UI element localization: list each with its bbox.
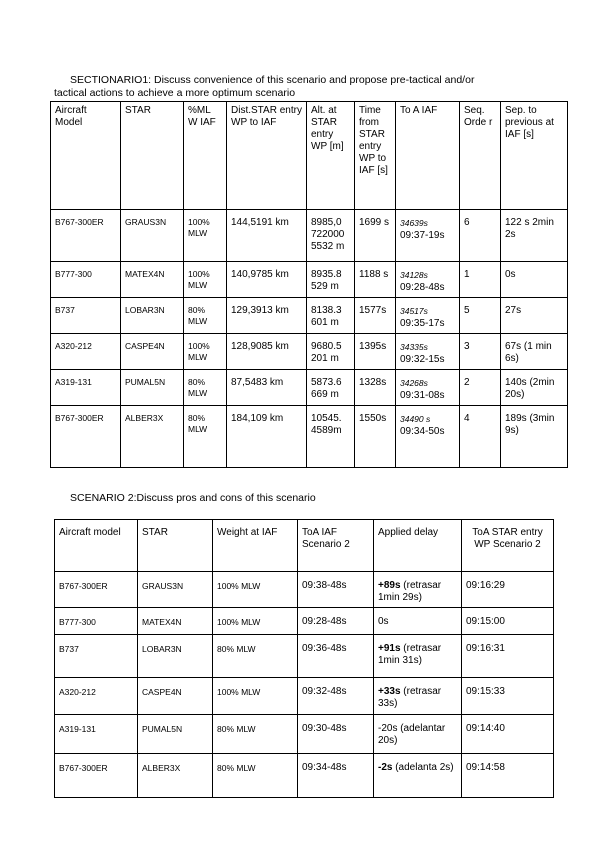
cell-toa: 09:34-48s — [298, 754, 374, 798]
col-header: Sep. to previous at IAF [s] — [501, 102, 568, 210]
cell-model: B767-300ER — [55, 754, 138, 798]
cell-star: ALBER3X — [138, 754, 213, 798]
cell-mlw: 100% MLW — [184, 262, 227, 298]
cell-dist: 129,3913 km — [227, 298, 307, 334]
cell-toa — [396, 298, 460, 334]
cell-star: LOBAR3N — [121, 298, 184, 334]
toa-seconds: 34128s — [400, 270, 428, 280]
cell-weight: 80% MLW — [213, 715, 298, 754]
cell-mlw: 100% MLW — [184, 210, 227, 262]
cell-star: CASPE4N — [121, 334, 184, 370]
col-header: ToA IAF Scenario 2 — [298, 520, 374, 572]
col-header: ToA STAR entry WP Scenario 2 — [462, 520, 554, 572]
cell-dist: 184,109 km — [227, 406, 307, 468]
cell-sep: 67s (1 min 6s) — [501, 334, 568, 370]
cell-weight: 100% MLW — [213, 572, 298, 608]
cell-alt: 9680.5 201 m — [307, 334, 355, 370]
toa-time: 09:35-17s — [400, 318, 445, 329]
cell-star: PUMAL5N — [138, 715, 213, 754]
cell-dist: 87,5483 km — [227, 370, 307, 406]
cell-toa — [396, 370, 460, 406]
section2-heading: SCENARIO 2:Discuss pros and cons of this scenario — [70, 492, 316, 504]
col-header: Aircraft model — [55, 520, 138, 572]
toa-time: 09:34-50s — [400, 426, 445, 437]
col-header: Dist.STAR entry WP to IAF — [227, 102, 307, 210]
cell-toa: 09:30-48s — [298, 715, 374, 754]
cell-alt: 8138.3 601 m — [307, 298, 355, 334]
cell-alt: 8985,0 722000 5532 m — [307, 210, 355, 262]
table-row — [51, 406, 568, 468]
cell-sep: 122 s 2min 2s — [501, 210, 568, 262]
cell-toa: 09:36-48s — [298, 635, 374, 678]
table-row — [51, 334, 568, 370]
toa-seconds: 34268s — [400, 378, 428, 388]
col-header: %ML W IAF — [184, 102, 227, 210]
cell-star: ALBER3X — [121, 406, 184, 468]
table-header-row — [55, 520, 554, 572]
cell-seq: 5 — [460, 298, 501, 334]
cell-model: B777-300 — [55, 608, 138, 635]
toa-seconds: 34517s — [400, 306, 428, 316]
toa-seconds: 34490 s — [400, 414, 431, 424]
delay-note: -20s (adelantar 20s) — [378, 723, 446, 746]
col-header: Seq. Orde r — [460, 102, 501, 210]
table-row — [55, 635, 554, 678]
col-header: Time from STAR entry WP to IAF [s] — [355, 102, 396, 210]
toa-seconds: 34335s — [400, 342, 428, 352]
delay-note: (retrasar 33s) — [378, 686, 442, 709]
toa-time: 09:37-19s — [400, 230, 445, 241]
delay-value: +89s — [378, 580, 401, 591]
cell-time: 1188 s — [355, 262, 396, 298]
section1-heading-line1: SECTIONARIO1: Discuss convenience of this scenario and propose pre-tactical and/or — [70, 74, 475, 86]
cell-time: 1328s — [355, 370, 396, 406]
delay-value: +33s — [378, 686, 401, 697]
cell-star: LOBAR3N — [138, 635, 213, 678]
scenario1-table — [50, 101, 568, 468]
delay-note: (retrasar 1min 31s) — [378, 643, 442, 666]
toa-time: 09:28-48s — [400, 282, 445, 293]
cell-delay — [374, 715, 462, 754]
cell-delay — [374, 608, 462, 635]
cell-dist: 128,9085 km — [227, 334, 307, 370]
cell-sep: 0s — [501, 262, 568, 298]
cell-model: B737 — [51, 298, 121, 334]
cell-star: MATEX4N — [138, 608, 213, 635]
cell-alt: 10545. 4589m — [307, 406, 355, 468]
cell-mlw: 80% MLW — [184, 298, 227, 334]
toa-time: 09:32-15s — [400, 354, 445, 365]
toa-time: 09:31-08s — [400, 390, 445, 401]
cell-model: A320-212 — [51, 334, 121, 370]
cell-delay — [374, 754, 462, 798]
table-row — [51, 210, 568, 262]
cell-alt: 8935.8 529 m — [307, 262, 355, 298]
table-row — [51, 262, 568, 298]
cell-dist: 144,5191 km — [227, 210, 307, 262]
cell-toa — [396, 334, 460, 370]
cell-model: B767-300ER — [51, 210, 121, 262]
cell-dist: 140,9785 km — [227, 262, 307, 298]
cell-sep: 27s — [501, 298, 568, 334]
cell-mlw: 100% MLW — [184, 334, 227, 370]
cell-toa — [396, 262, 460, 298]
cell-model: A320-212 — [55, 678, 138, 715]
cell-alt: 5873.6 669 m — [307, 370, 355, 406]
delay-note: (retrasar 1min 29s) — [378, 580, 442, 603]
col-header: Aircraft Model — [51, 102, 121, 210]
cell-entry: 09:15:33 — [462, 678, 554, 715]
section1-heading-line2: tactical actions to achieve a more optimum scenario — [54, 87, 296, 99]
cell-weight: 100% MLW — [213, 678, 298, 715]
col-header: Alt. at STAR entry WP [m] — [307, 102, 355, 210]
cell-toa: 09:38-48s — [298, 572, 374, 608]
cell-model: B767-300ER — [51, 406, 121, 468]
cell-toa: 09:32-48s — [298, 678, 374, 715]
cell-delay — [374, 678, 462, 715]
col-header: Applied delay — [374, 520, 462, 572]
cell-star: GRAUS3N — [121, 210, 184, 262]
col-header: Weight at IAF — [213, 520, 298, 572]
cell-mlw: 80% MLW — [184, 406, 227, 468]
cell-model: B737 — [55, 635, 138, 678]
cell-entry: 09:14:40 — [462, 715, 554, 754]
cell-time: 1577s — [355, 298, 396, 334]
cell-time: 1699 s — [355, 210, 396, 262]
delay-value: +91s — [378, 643, 401, 654]
cell-seq: 6 — [460, 210, 501, 262]
cell-star: MATEX4N — [121, 262, 184, 298]
table-row — [51, 370, 568, 406]
table-row — [55, 572, 554, 608]
cell-model: B767-300ER — [55, 572, 138, 608]
cell-delay — [374, 572, 462, 608]
cell-star: PUMAL5N — [121, 370, 184, 406]
cell-time: 1395s — [355, 334, 396, 370]
cell-toa — [396, 210, 460, 262]
cell-seq: 2 — [460, 370, 501, 406]
cell-toa: 09:28-48s — [298, 608, 374, 635]
col-header: To A IAF — [396, 102, 460, 210]
cell-sep: 140s (2min 20s) — [501, 370, 568, 406]
cell-model: A319-131 — [51, 370, 121, 406]
table-header-row — [51, 102, 568, 210]
cell-weight: 100% MLW — [213, 608, 298, 635]
table-row — [55, 715, 554, 754]
cell-model: B777-300 — [51, 262, 121, 298]
delay-note: (adelanta 2s) — [392, 762, 454, 773]
cell-entry: 09:14:58 — [462, 754, 554, 798]
cell-time: 1550s — [355, 406, 396, 468]
delay-note: 0s — [378, 616, 389, 627]
cell-entry: 09:15:00 — [462, 608, 554, 635]
cell-mlw: 80% MLW — [184, 370, 227, 406]
cell-seq: 4 — [460, 406, 501, 468]
table-row — [55, 678, 554, 715]
cell-entry: 09:16:31 — [462, 635, 554, 678]
cell-star: GRAUS3N — [138, 572, 213, 608]
table-row — [55, 754, 554, 798]
cell-weight: 80% MLW — [213, 635, 298, 678]
col-header: STAR — [121, 102, 184, 210]
cell-model: A319-131 — [55, 715, 138, 754]
col-header: STAR — [138, 520, 213, 572]
cell-weight: 80% MLW — [213, 754, 298, 798]
cell-seq: 3 — [460, 334, 501, 370]
cell-entry: 09:16:29 — [462, 572, 554, 608]
cell-toa — [396, 406, 460, 468]
toa-seconds: 34639s — [400, 218, 428, 228]
table-row — [51, 298, 568, 334]
scenario2-table — [54, 519, 554, 798]
cell-seq: 1 — [460, 262, 501, 298]
delay-value: -2s — [378, 762, 393, 773]
cell-sep: 189s (3min 9s) — [501, 406, 568, 468]
table-row — [55, 608, 554, 635]
cell-star: CASPE4N — [138, 678, 213, 715]
cell-delay — [374, 635, 462, 678]
